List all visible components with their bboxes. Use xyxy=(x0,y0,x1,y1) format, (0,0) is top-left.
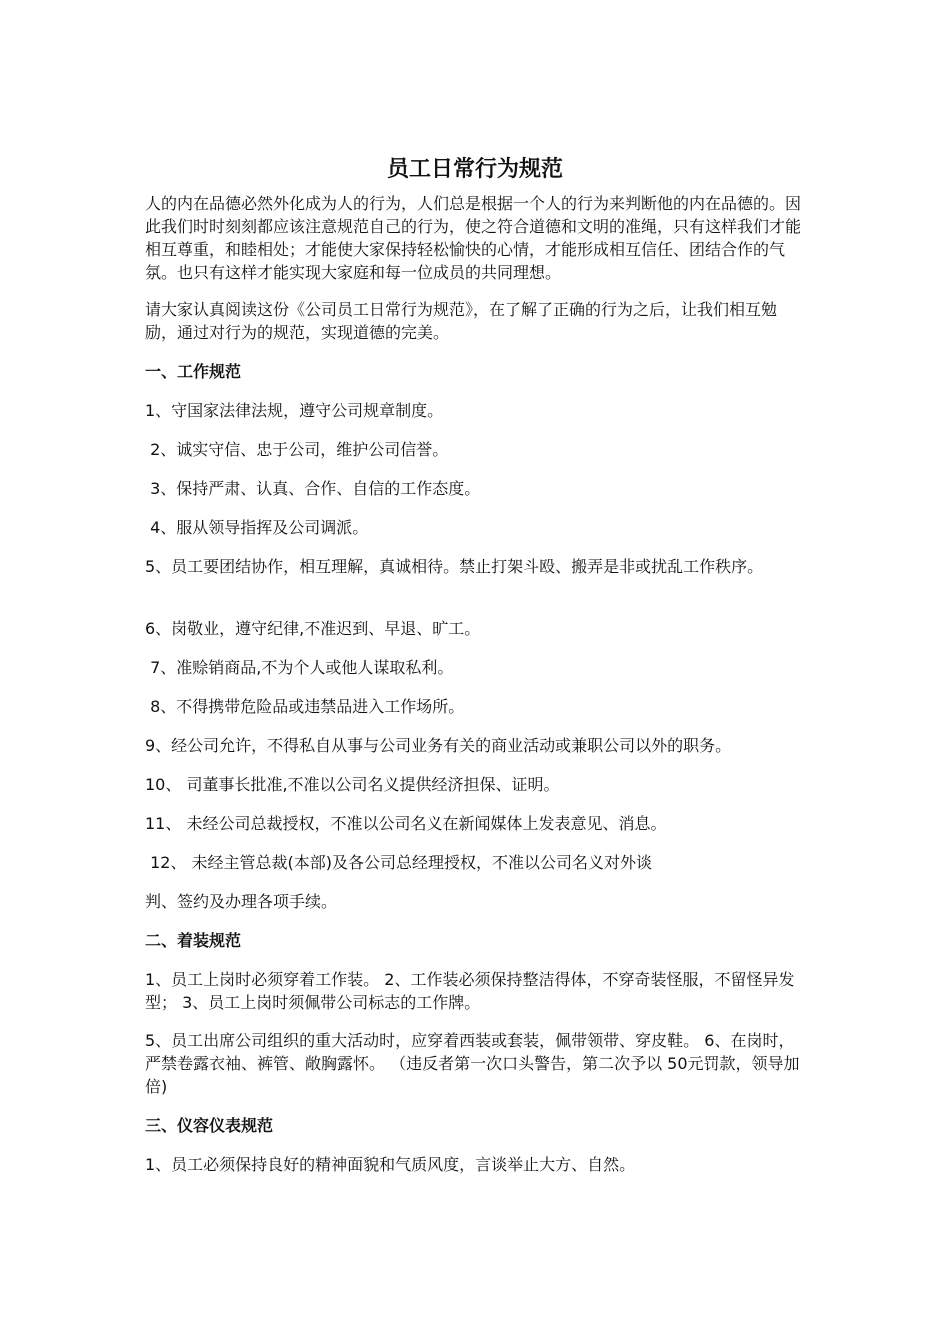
document-body xyxy=(145,150,825,1192)
work-rule-item: 判、签约及办理各项手续。 xyxy=(145,892,338,911)
section-heading-dress: 二、着装规范 xyxy=(145,931,242,950)
work-rule-item: 6、岗敬业，遵守纪律,不准迟到、早退、旷工。 xyxy=(145,619,481,638)
dress-rule-paragraph: 1、员工上岗时必须穿着工作装。 2、工作装必须保持整洁得体，不穿奇装怪服，不留怪异发型； 3、员工上岗时须佩带公司标志的工作牌。 xyxy=(145,970,795,1012)
work-rule-item: 8、不得携带危险品或违禁品进入工作场所。 xyxy=(145,697,465,716)
appearance-rule-item: 1、员工必须保持良好的精神面貌和气质风度，言谈举止大方、自然。 xyxy=(145,1155,636,1174)
work-rule-item: 1、守国家法律法规，遵守公司规章制度。 xyxy=(145,401,444,420)
work-rule-item: 10、 司董事长批准,不准以公司名义提供经济担保、证明。 xyxy=(145,775,560,794)
work-rule-item: 11、 未经公司总裁授权，不准以公司名义在新闻媒体上发表意见、消息。 xyxy=(145,814,667,833)
work-rule-item: 2、诚实守信、忠于公司，维护公司信誉。 xyxy=(145,440,449,459)
dress-rule-paragraph: 5、员工出席公司组织的重大活动时，应穿着西装或套装，佩带领带、穿皮鞋。 6、在岗时，严禁卷露衣袖、裤管、敞胸露怀。 （违反者第一次口头警告，第二次予以 50元罚款，领导加倍) xyxy=(145,1031,800,1096)
work-rule-item: 4、服从领导指挥及公司调派。 xyxy=(145,518,369,537)
intro-paragraph-2: 请大家认真阅读这份《公司员工日常行为规范》，在了解了正确的行为之后，让我们相互勉励，通过对行为的规范，实现道德的完美。 xyxy=(145,300,778,342)
work-rule-item: 3、保持严肃、认真、合作、自信的工作态度。 xyxy=(145,479,481,498)
work-rule-item: 12、 未经主管总裁(本部)及各公司总经理授权，不准以公司名义对外谈 xyxy=(145,853,653,872)
intro-paragraph-1: 人的内在品德必然外化成为人的行为，人们总是根据一个人的行为来判断他的内在品德的。因此我们时时刻刻都应该注意规范自己的行为，使之符合道德和文明的准绳，只有这样我们才能相互尊重，和睦相处；才能使大家保持轻松愉快的心情，才能形成相互信任、团结合作的气氛。也只有这样才能实现大家庭和每一位成员的共同理想。 xyxy=(145,194,802,282)
work-rule-item: 7、准赊销商品,不为个人或他人谋取私利。 xyxy=(145,658,454,677)
work-rule-item: 5、员工要团结协作，相互理解，真诚相待。禁止打架斗殴、搬弄是非或扰乱工作秩序。 xyxy=(145,557,764,576)
document-title: 员工日常行为规范 xyxy=(386,157,563,182)
section-heading-appearance: 三、仪容仪表规范 xyxy=(145,1116,274,1135)
section-heading-work: 一、工作规范 xyxy=(145,362,242,381)
work-rule-item: 9、经公司允许，不得私自从事与公司业务有关的商业活动或兼职公司以外的职务。 xyxy=(145,736,732,755)
